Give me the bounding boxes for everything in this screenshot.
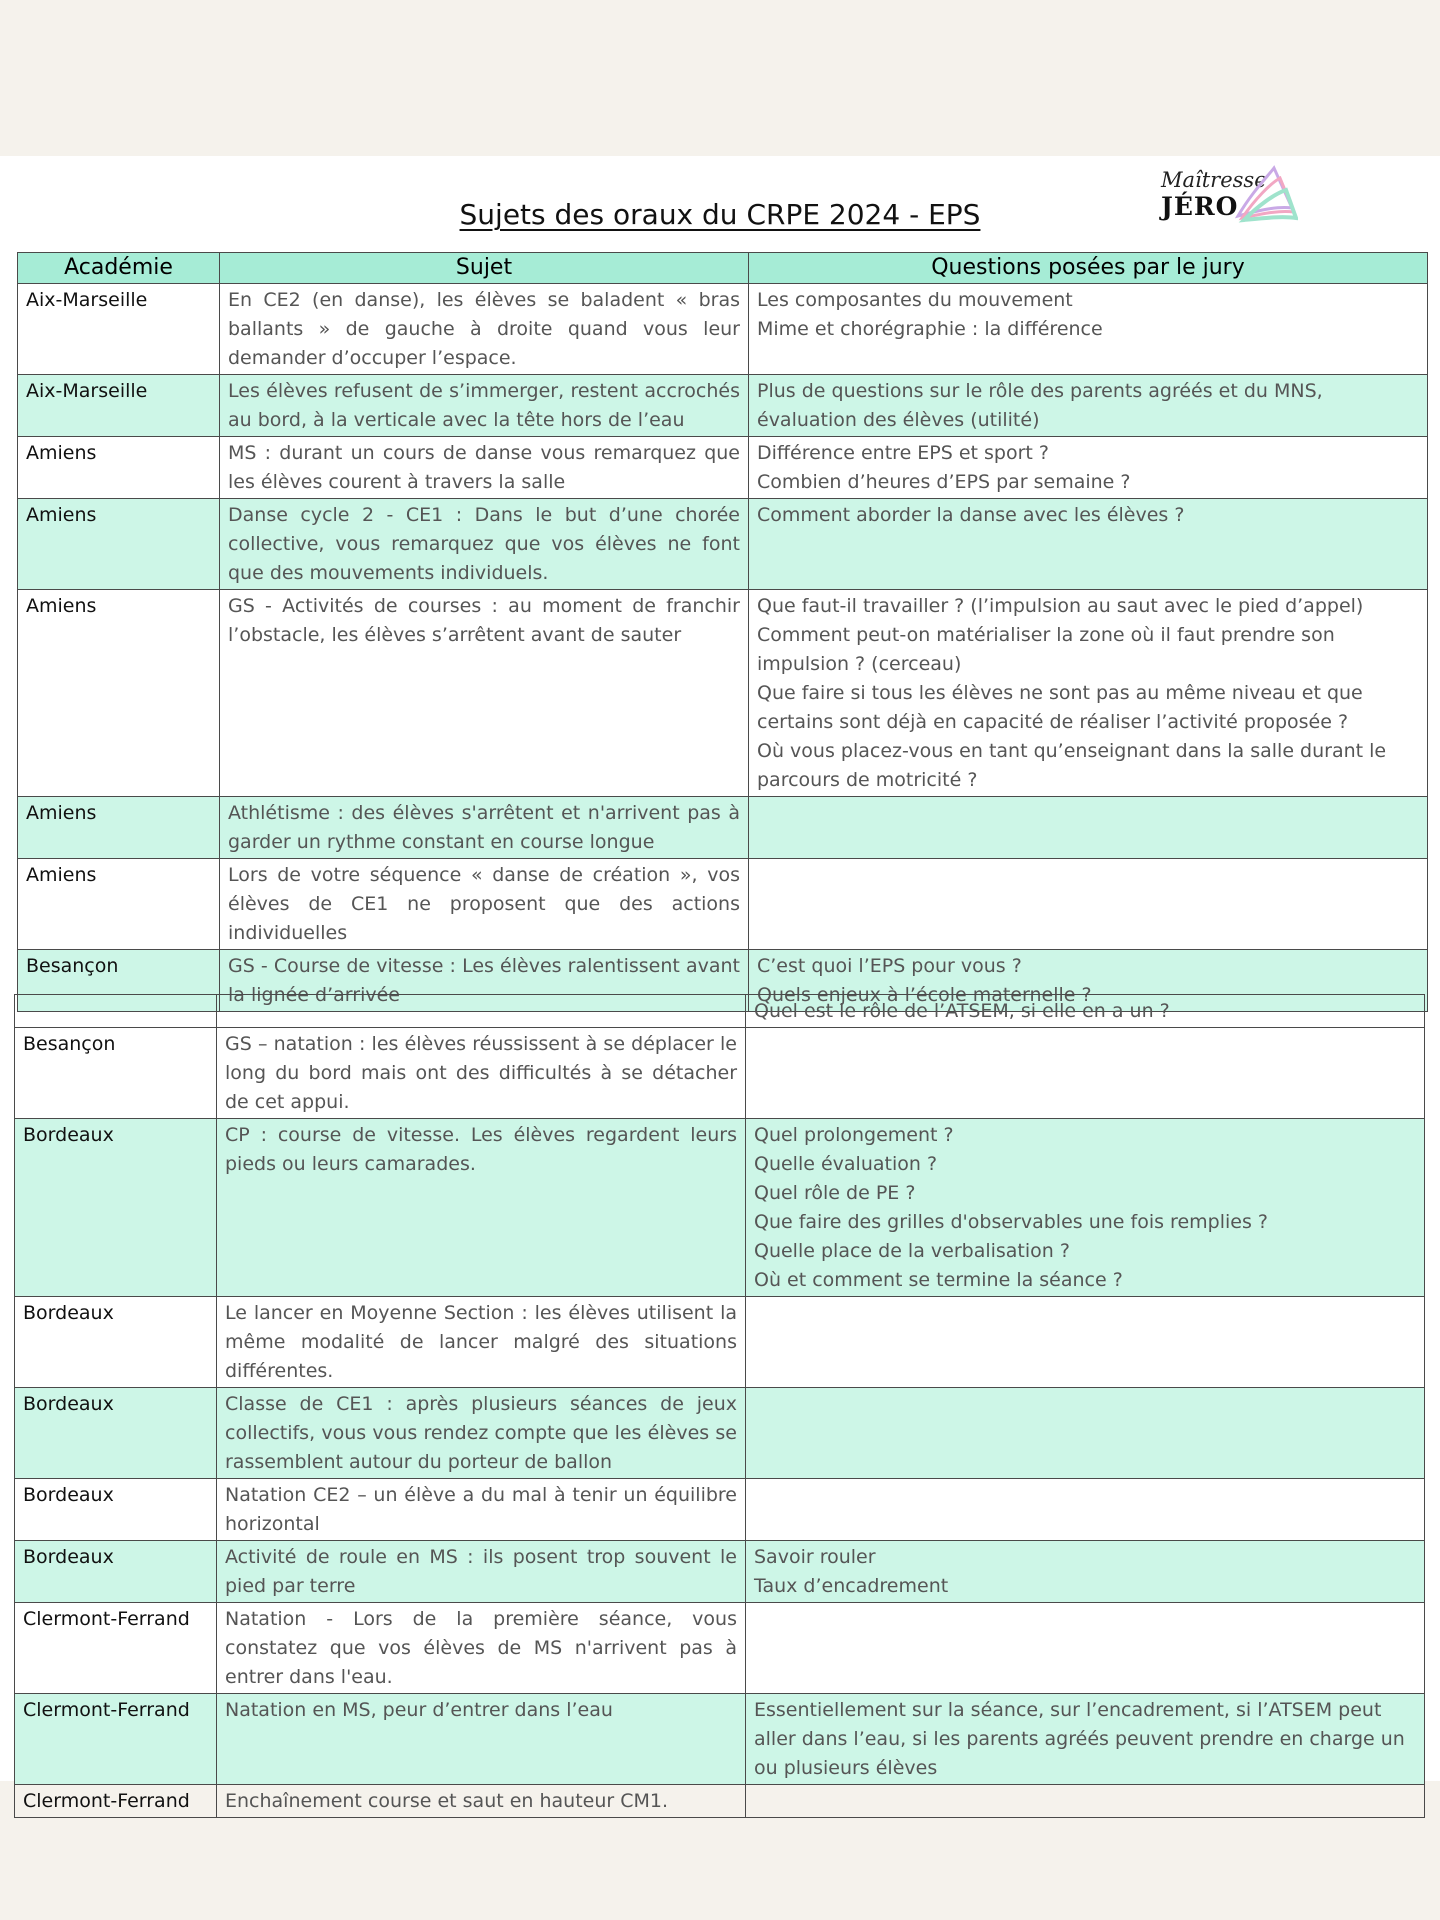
table-row: [15, 1694, 1425, 1785]
question-line: Savoir rouler: [754, 1546, 876, 1568]
academie-cell: Clermont-Ferrand: [15, 1785, 217, 1818]
academie-cell: Aix-Marseille: [18, 284, 220, 375]
question-line: Plus de questions sur le rôle des parents agréés et du MNS, évaluation des élèves (utilité): [757, 380, 1323, 431]
question-line: Comment peut-on matérialiser la zone où il faut prendre son impulsion ? (cerceau): [757, 624, 1335, 675]
question-line: Quel prolongement ?: [754, 1124, 954, 1146]
academie-cell: Clermont-Ferrand: [15, 1603, 217, 1694]
academie-cell: Bordeaux: [15, 1541, 217, 1603]
academie-cell: Besançon: [15, 1028, 217, 1119]
questions-cell: [749, 437, 1428, 499]
sujet-cell: Activité de roule en MS : ils posent trop souvent le pied par terre: [217, 1541, 746, 1603]
document-page: [0, 156, 1440, 1812]
sujet-cell: CP : course de vitesse. Les élèves regardent leurs pieds ou leurs camarades.: [217, 1119, 746, 1297]
table-row: [15, 1785, 1425, 1818]
question-line: Que faire si tous les élèves ne sont pas au même niveau et que certains sont déjà en capacité de réaliser l’activité proposée ?: [757, 682, 1363, 733]
questions-cell: [746, 1479, 1425, 1541]
academie-cell: Bordeaux: [15, 1388, 217, 1479]
questions-cell: [746, 1785, 1425, 1818]
header-sujet: Sujet: [220, 253, 749, 284]
table-row: [18, 590, 1428, 797]
question-line: Où et comment se termine la séance ?: [754, 1269, 1123, 1291]
table-row: [18, 437, 1428, 499]
table-row: [18, 375, 1428, 437]
question-line: Combien d’heures d’EPS par semaine ?: [757, 471, 1131, 493]
table-row: [15, 1479, 1425, 1541]
question-line: Mime et chorégraphie : la différence: [757, 318, 1103, 340]
sujet-cell: Natation en MS, peur d’entrer dans l’eau: [217, 1694, 746, 1785]
header-questions: Questions posées par le jury: [749, 253, 1428, 284]
questions-cell: [746, 1603, 1425, 1694]
sujet-cell: Lors de votre séquence « danse de création », vos élèves de CE1 ne proposent que des actions individuelles: [220, 859, 749, 950]
questions-cell: [749, 590, 1428, 797]
table-row: [18, 499, 1428, 590]
academie-cell: Aix-Marseille: [18, 375, 220, 437]
question-line: Où vous placez-vous en tant qu’enseignant dans la salle durant le parcours de motricité ?: [757, 740, 1387, 791]
logo-script-text: Maîtresse: [1161, 168, 1267, 192]
questions-cell: [749, 375, 1428, 437]
questions-cell: [749, 499, 1428, 590]
academie-cell: Amiens: [18, 590, 220, 797]
question-line: Quel est le rôle de l’ATSEM, si elle en a un ?: [754, 1000, 1170, 1022]
question-line: Que faire des grilles d'observables une fois remplies ?: [754, 1211, 1268, 1233]
questions-cell: [749, 284, 1428, 375]
header-academie: Académie: [18, 253, 220, 284]
logo-main-text: JÉRO: [1161, 192, 1239, 221]
academie-cell: Amiens: [18, 437, 220, 499]
academie-cell: Amiens: [18, 859, 220, 950]
question-line: Que faut-il travailler ? (l’impulsion au saut avec le pied d’appel): [757, 595, 1364, 617]
sujet-cell: Natation CE2 – un élève a du mal à tenir un équilibre horizontal: [217, 1479, 746, 1541]
sujet-cell: En CE2 (en danse), les élèves se baladent « bras ballants » de gauche à droite quand vous leur demander d’occuper l’espace.: [220, 284, 749, 375]
academie-cell: Besançon: [18, 950, 220, 1012]
sujet-cell: GS - Course de vitesse : Les élèves ralentissent avant la lignée d’arrivée: [220, 950, 749, 1012]
question-line: C’est quoi l’EPS pour vous ?: [757, 955, 1022, 977]
page-title: Sujets des oraux du CRPE 2024 - EPS: [459, 198, 981, 231]
questions-cell: [746, 1388, 1425, 1479]
questions-cell: [746, 1028, 1425, 1119]
questions-cell: [746, 1541, 1425, 1603]
sujet-cell: GS - Activités de courses : au moment de franchir l’obstacle, les élèves s’arrêtent avant de sauter: [220, 590, 749, 797]
questions-cell: [746, 1694, 1425, 1785]
sujet-cell: GS – natation : les élèves réussissent à se déplacer le long du bord mais ont des difficultés à se détacher de cet appui.: [217, 1028, 746, 1119]
questions-cell: [749, 859, 1428, 950]
table-row: [15, 1388, 1425, 1479]
sujet-cell: Danse cycle 2 - CE1 : Dans le but d’une chorée collective, vous remarquez que vos élèves ne font que des mouvements individuels.: [220, 499, 749, 590]
table-row: [15, 1119, 1425, 1297]
questions-cell: [746, 1119, 1425, 1297]
table-row: [15, 1028, 1425, 1119]
sujet-cell: Classe de CE1 : après plusieurs séances de jeux collectifs, vous vous rendez compte que les élèves se rassemblent autour du porteur de ballon: [217, 1388, 746, 1479]
table-row: [15, 1603, 1425, 1694]
question-line: Quelle évaluation ?: [754, 1153, 938, 1175]
questions-cell: [749, 797, 1428, 859]
subjects-table-2: [14, 994, 1425, 1818]
academie-cell: Bordeaux: [15, 1297, 217, 1388]
table-row: [18, 284, 1428, 375]
sujet-cell: Athlétisme : des élèves s'arrêtent et n'arrivent pas à garder un rythme constant en course longue: [220, 797, 749, 859]
question-line: Essentiellement sur la séance, sur l’encadrement, si l’ATSEM peut aller dans l’eau, si les parents agréés peuvent prendre en charge un ou plusieurs élèves: [754, 1699, 1405, 1779]
question-line: Les composantes du mouvement: [757, 289, 1073, 311]
sujet-cell: Natation - Lors de la première séance, vous constatez que vos élèves de MS n'arrivent pas à entrer dans l'eau.: [217, 1603, 746, 1694]
subjects-table-1: [17, 252, 1428, 1012]
questions-cell: [746, 1297, 1425, 1388]
academie-cell: Amiens: [18, 797, 220, 859]
header-row: [18, 253, 1428, 284]
question-line: Différence entre EPS et sport ?: [757, 442, 1050, 464]
question-line: Quels enjeux à l’école maternelle ?: [757, 984, 1092, 1006]
academie-cell: Clermont-Ferrand: [15, 1694, 217, 1785]
table-row: [15, 1541, 1425, 1603]
academie-cell: Bordeaux: [15, 1119, 217, 1297]
sujet-cell: Les élèves refusent de s’immerger, restent accrochés au bord, à la verticale avec la tête hors de l’eau: [220, 375, 749, 437]
questions-cell: [746, 995, 1425, 1028]
table-row: [18, 797, 1428, 859]
question-line: Quelle place de la verbalisation ?: [754, 1240, 1070, 1262]
question-line: Taux d’encadrement: [754, 1575, 949, 1597]
academie-cell: Amiens: [18, 499, 220, 590]
sujet-cell: Le lancer en Moyenne Section : les élèves utilisent la même modalité de lancer malgré des situations différentes.: [217, 1297, 746, 1388]
sujet-cell: Enchaînement course et saut en hauteur CM1.: [217, 1785, 746, 1818]
table-row: [18, 859, 1428, 950]
academie-cell: [15, 995, 217, 1028]
question-line: Quel rôle de PE ?: [754, 1182, 916, 1204]
table-row: [15, 1297, 1425, 1388]
sujet-cell: [217, 995, 746, 1028]
question-line: Comment aborder la danse avec les élèves ?: [757, 504, 1185, 526]
sujet-cell: MS : durant un cours de danse vous remarquez que les élèves courent à travers la salle: [220, 437, 749, 499]
table-row: [15, 995, 1425, 1028]
academie-cell: Bordeaux: [15, 1479, 217, 1541]
